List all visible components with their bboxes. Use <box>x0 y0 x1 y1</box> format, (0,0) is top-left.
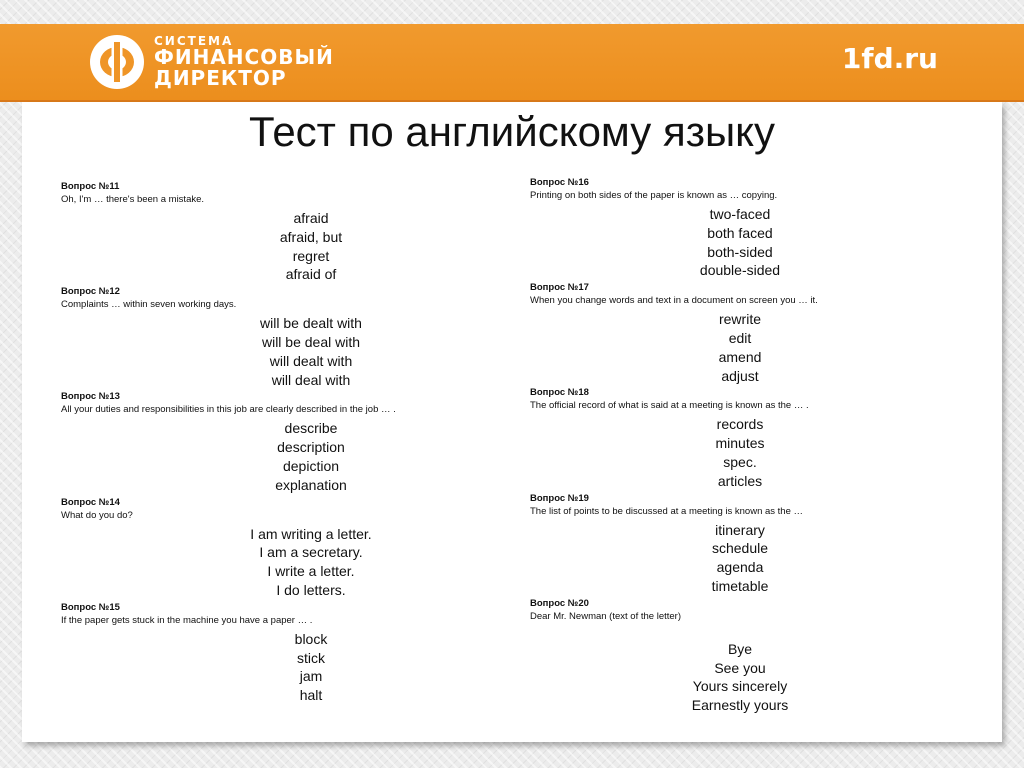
question-text: When you change words and text in a document on screen you … it. <box>530 295 818 307</box>
answer-option[interactable]: both-sided <box>707 243 773 260</box>
answer-option[interactable]: Bye <box>727 640 753 657</box>
answer-option[interactable]: will deal with <box>271 371 351 388</box>
site-url: 1fd.ru <box>841 42 938 75</box>
question-number: Вопрос №19 <box>530 492 589 504</box>
answer-option[interactable]: afraid of <box>285 266 337 283</box>
logo-wordmark <box>154 35 334 90</box>
question-number: Вопрос №17 <box>530 282 589 294</box>
answer-option[interactable]: both faced <box>707 224 773 241</box>
answer-option[interactable]: agenda <box>716 559 764 576</box>
answer-options <box>61 209 561 284</box>
answer-option[interactable]: will dealt with <box>269 352 353 369</box>
answer-option[interactable]: will be deal with <box>261 333 361 350</box>
question-number: Вопрос №20 <box>530 597 589 609</box>
questions-column-left <box>61 180 501 706</box>
answer-option[interactable]: I do letters. <box>276 581 346 598</box>
question-text: What do you do? <box>61 509 133 521</box>
spacer <box>530 624 970 638</box>
answer-option[interactable]: regret <box>292 247 330 264</box>
answer-option[interactable]: I write a letter. <box>267 563 355 580</box>
answer-option[interactable]: two-faced <box>709 206 771 222</box>
answer-options <box>61 630 561 705</box>
company-logo <box>88 30 334 94</box>
answer-option[interactable]: explanation <box>275 476 347 493</box>
answer-option[interactable]: Yours sincerely <box>692 678 788 695</box>
question-block-17 <box>530 281 970 385</box>
answer-options <box>61 525 561 600</box>
logo-line-2: ФИНАНСОВЫЙ <box>154 45 334 70</box>
logo-line-1: СИСТЕМА <box>154 33 234 48</box>
slide-content <box>22 102 1002 742</box>
answer-option[interactable]: stick <box>297 649 325 666</box>
answer-options <box>530 205 950 280</box>
answer-option[interactable]: afraid, but <box>279 228 343 245</box>
answer-option[interactable]: rewrite <box>718 311 761 328</box>
question-number: Вопрос №11 <box>61 181 120 192</box>
question-number: Вопрос №14 <box>61 496 120 508</box>
answer-option[interactable]: I am writing a letter. <box>250 525 372 542</box>
answer-option[interactable]: schedule <box>711 540 769 557</box>
answer-option[interactable]: block <box>294 630 328 647</box>
question-block-14 <box>61 496 501 600</box>
phi-logo-icon <box>88 33 146 91</box>
question-block-15 <box>61 601 501 705</box>
header-bar <box>0 24 1024 102</box>
question-text: Printing on both sides of the paper is known as … copying. <box>530 190 778 201</box>
question-block-13 <box>61 390 501 494</box>
answer-options <box>530 310 950 385</box>
question-block-20 <box>530 597 970 715</box>
answer-option[interactable]: jam <box>299 668 323 685</box>
answer-option[interactable]: timetable <box>711 577 769 594</box>
answer-options <box>530 415 950 490</box>
question-number: Вопрос №16 <box>530 177 589 188</box>
answer-option[interactable]: adjust <box>721 367 759 384</box>
answer-option[interactable]: edit <box>728 329 752 346</box>
answer-option[interactable]: double-sided <box>699 262 781 279</box>
answer-options <box>61 419 561 494</box>
question-text: All your duties and responsibilities in this job are clearly described in the job … . <box>61 404 396 416</box>
answer-option[interactable]: articles <box>717 472 763 489</box>
answer-option[interactable]: amend <box>718 348 762 365</box>
question-number: Вопрос №15 <box>61 601 120 613</box>
logo-line-3: ДИРЕКТОР <box>154 66 287 91</box>
answer-option[interactable]: describe <box>284 420 338 437</box>
question-text: Oh, I'm … there's been a mistake. <box>61 194 205 205</box>
question-text: The list of points to be discussed at a meeting is known as the … <box>530 505 804 517</box>
page-title: Тест по английскому языку <box>249 108 775 155</box>
answer-option[interactable]: See you <box>714 659 766 676</box>
answer-option[interactable]: will be dealt with <box>260 315 362 332</box>
answer-option[interactable]: halt <box>299 687 323 704</box>
question-number: Вопрос №18 <box>530 387 589 399</box>
question-text: If the paper gets stuck in the machine you have a paper … . <box>61 614 313 626</box>
question-block-18 <box>530 386 970 490</box>
answer-option[interactable]: Earnestly yours <box>691 697 789 714</box>
answer-option[interactable]: itinerary <box>715 521 765 538</box>
answer-option[interactable]: depiction <box>282 457 340 474</box>
question-number: Вопрос №13 <box>61 391 120 403</box>
question-block-16 <box>530 176 970 280</box>
question-block-12 <box>61 285 501 389</box>
answer-option[interactable]: minutes <box>715 435 765 452</box>
answer-option[interactable]: spec. <box>723 453 757 470</box>
question-text: The official record of what is said at a meeting is known as the … . <box>530 400 809 412</box>
question-block-19 <box>530 492 970 596</box>
question-number: Вопрос №12 <box>61 286 120 298</box>
answer-option[interactable]: records <box>716 416 764 433</box>
answer-option[interactable]: description <box>277 439 345 456</box>
questions-column-right <box>530 176 970 716</box>
question-text: Complaints … within seven working days. <box>61 299 237 311</box>
answer-options <box>530 521 950 596</box>
answer-options <box>61 314 561 389</box>
answer-options <box>530 640 950 715</box>
question-text: Dear Mr. Newman (text of the letter) <box>530 610 681 622</box>
answer-option[interactable]: I am a secretary. <box>259 544 363 561</box>
question-block-11 <box>61 180 501 284</box>
answer-option[interactable]: afraid <box>293 210 329 226</box>
